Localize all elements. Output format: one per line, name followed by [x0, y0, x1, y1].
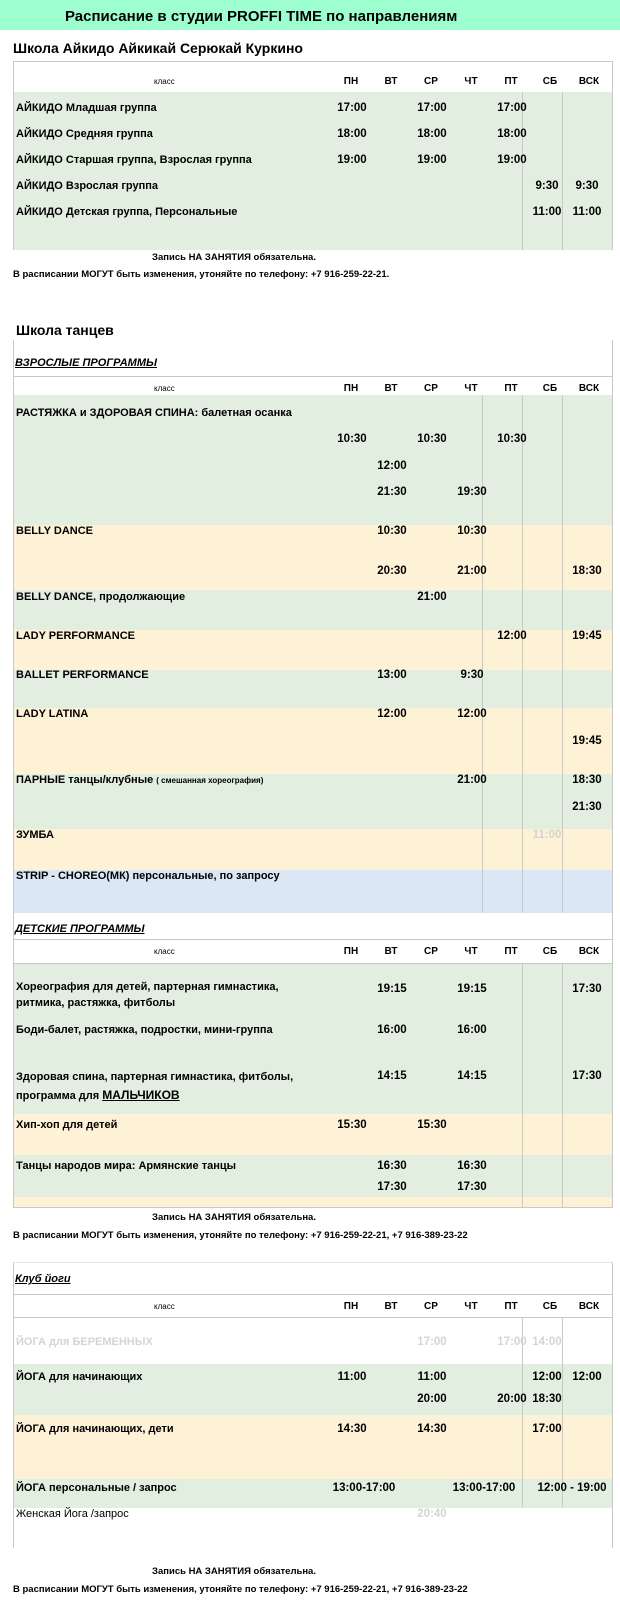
aikido-note-phone: В расписании МОГУТ быть изменения, утоняйте по телефону: +7 916-259-22-21.: [13, 269, 390, 280]
time-cell: 11:00: [417, 1371, 447, 1383]
time-cell: 14:30: [417, 1423, 447, 1435]
time-cell: 15:30: [337, 1119, 367, 1131]
label-kids-spine-2: [16, 1088, 180, 1102]
header-tue: ВТ: [384, 76, 398, 87]
time-cell: 15:30: [417, 1119, 447, 1131]
aikido-row-middle: АЙКИДО Средняя группа: [16, 128, 153, 140]
label-kids-body: Боди-балет, растяжка, подростки, мини-группа: [16, 1024, 273, 1036]
dance-note-phone: В расписании МОГУТ быть изменения, утоняйте по телефону: +7 916-259-22-21, +7 916-389-23-22: [13, 1230, 468, 1241]
header-thu: ЧТ: [464, 383, 478, 394]
time-cell: 19:15: [457, 983, 487, 995]
adult-programs-title: ВЗРОСЛЫЕ ПРОГРАММЫ: [15, 357, 157, 369]
aikido-header-row: [14, 70, 612, 92]
label-kids-choreo-2: ритмика, растяжка, фитболы: [16, 997, 176, 1009]
time-cell: 14:30: [337, 1423, 367, 1435]
time-cell: 12:00: [457, 708, 487, 720]
label-stretch: РАСТЯЖКА и ЗДОРОВАЯ СПИНА: балетная осанка: [16, 407, 292, 419]
header-sat: СБ: [542, 76, 558, 87]
time-cell: 17:30: [457, 1181, 487, 1193]
header-thu: ЧТ: [464, 946, 478, 957]
header-mon: ПН: [343, 946, 359, 957]
time-cell: 10:30: [377, 525, 407, 537]
aikido-title: Школа Айкидо Айкикай Серюкай Куркино: [13, 40, 303, 56]
header-wed: СР: [424, 946, 438, 957]
label-kids-boys: МАЛЬЧИКОВ: [102, 1088, 180, 1102]
time-cell: 16:30: [457, 1160, 487, 1172]
header-mon: ПН: [343, 1301, 359, 1312]
header-mon: ПН: [343, 383, 359, 394]
label-pair: [16, 774, 263, 786]
time-cell: 18:30: [572, 565, 602, 577]
header-sun: ВСК: [578, 383, 600, 394]
time-cell: 11:00: [532, 829, 562, 841]
time-cell: 12:00: [497, 630, 527, 642]
header-fri: ПТ: [504, 76, 518, 87]
time-cell: 17:00: [417, 1336, 447, 1348]
dance-adult-table: [13, 340, 613, 913]
header-tue: ВТ: [384, 1301, 398, 1312]
time-cell: 18:00: [417, 128, 447, 140]
label-belly: BELLY DANCE: [16, 525, 94, 537]
yoga-note-booking: Запись НА ЗАНЯТИЯ обязательна.: [152, 1566, 316, 1577]
label-yoga-kids: ЙОГА для начинающих, дети: [16, 1423, 174, 1435]
header-tue: ВТ: [384, 946, 398, 957]
aikido-row-senior: АЙКИДО Старшая группа, Взрослая группа: [16, 154, 252, 166]
yoga-title: Клуб йоги: [15, 1273, 71, 1285]
header-wed: СР: [424, 383, 438, 394]
header-thu: ЧТ: [464, 1301, 478, 1312]
header-class: класс: [154, 384, 175, 393]
aikido-row-kids: АЙКИДО Детская группа, Персональные: [16, 206, 238, 218]
label-pair-note: ( смешанная хореография): [156, 776, 264, 785]
time-cell: 16:00: [377, 1024, 407, 1036]
dance-title: Школа танцев: [16, 322, 114, 338]
time-cell: 11:00: [572, 206, 602, 218]
time-cell: 14:00: [532, 1336, 562, 1348]
yoga-note-phone: В расписании МОГУТ быть изменения, утоняйте по телефону: +7 916-259-22-21, +7 916-389-23-22: [13, 1584, 468, 1595]
time-cell: 12:00 - 19:00: [537, 1482, 607, 1494]
label-strip: STRIP - CHOREO(МК) персональные, по запросу: [16, 870, 280, 882]
time-cell: 17:00: [532, 1423, 562, 1435]
time-cell: 20:40: [417, 1508, 447, 1520]
label-kids-spine-1: Здоровая спина, партерная гимнастика, фитболы,: [16, 1071, 294, 1083]
header-tue: ВТ: [384, 383, 398, 394]
time-cell: 14:15: [457, 1070, 487, 1082]
label-yoga-beginners: ЙОГА для начинающих: [16, 1371, 143, 1383]
time-cell: 9:30: [575, 180, 599, 192]
page-title: Расписание в студии PROFFI TIME по направлениям: [65, 8, 458, 25]
label-kids-hiphop: Хип-хоп для детей: [16, 1119, 118, 1131]
time-cell: 18:00: [497, 128, 527, 140]
aikido-note-booking: Запись НА ЗАНЯТИЯ обязательна.: [152, 252, 316, 263]
time-cell: 17:00: [417, 102, 447, 114]
time-cell: 21:30: [572, 801, 602, 813]
time-cell: 12:00: [377, 708, 407, 720]
time-cell: 17:30: [572, 983, 602, 995]
label-kids-spine-2-text: программа для: [16, 1090, 103, 1102]
header-sat: СБ: [542, 946, 558, 957]
time-cell: 10:30: [457, 525, 487, 537]
kids-programs-title: ДЕТСКИЕ ПРОГРАММЫ: [15, 923, 145, 935]
yoga-header-row: [14, 1294, 612, 1316]
label-ballet: BALLET PERFORMANCE: [16, 669, 149, 681]
label-latina: LADY LATINA: [16, 708, 89, 720]
header-sun: ВСК: [578, 1301, 600, 1312]
dance-note-booking: Запись НА ЗАНЯТИЯ обязательна.: [152, 1212, 316, 1223]
header-mon: ПН: [343, 76, 359, 87]
header-wed: СР: [424, 76, 438, 87]
time-cell: 11:00: [337, 1371, 367, 1383]
time-cell: 13:00-17:00: [452, 1482, 516, 1494]
header-class: класс: [154, 1302, 175, 1311]
time-cell: 9:30: [535, 180, 559, 192]
time-cell: 19:00: [417, 154, 447, 166]
label-kids-choreo-1: Хореография для детей, партерная гимнастика,: [16, 981, 279, 993]
label-yoga-pregnant: ЙОГА для БЕРЕМЕННЫХ: [16, 1336, 153, 1348]
kids-header-row: [14, 939, 612, 961]
label-yoga-women: Женская Йога /запрос: [16, 1508, 129, 1520]
time-cell: 13:00: [377, 669, 407, 681]
time-cell: 19:15: [377, 983, 407, 995]
time-cell: 9:30: [460, 669, 484, 681]
header-fri: ПТ: [504, 383, 518, 394]
aikido-table: [13, 61, 613, 250]
label-pair-text: ПАРНЫЕ танцы/клубные: [16, 774, 154, 786]
aikido-row-junior: АЙКИДО Младшая группа: [16, 102, 157, 114]
header-sun: ВСК: [578, 76, 600, 87]
header-thu: ЧТ: [464, 76, 478, 87]
label-yoga-personal: ЙОГА персональные / запрос: [16, 1482, 177, 1494]
time-cell: 19:45: [572, 630, 602, 642]
time-cell: 21:30: [377, 486, 407, 498]
title-banner: [0, 0, 620, 30]
time-cell: 11:00: [532, 206, 562, 218]
yoga-table: [13, 1262, 613, 1548]
time-cell: 21:00: [417, 591, 447, 603]
time-cell: 21:00: [457, 774, 487, 786]
time-cell: 18:00: [337, 128, 367, 140]
header-sun: ВСК: [578, 946, 600, 957]
time-cell: 10:30: [337, 433, 367, 445]
dance-kids-table: [13, 913, 613, 1208]
time-cell: 12:00: [532, 1371, 562, 1383]
time-cell: 16:30: [377, 1160, 407, 1172]
time-cell: 12:00: [377, 460, 407, 472]
aikido-row-adult: АЙКИДО Взрослая группа: [16, 180, 159, 192]
time-cell: 18:30: [532, 1393, 562, 1405]
header-sat: СБ: [542, 1301, 558, 1312]
label-kids-folk: Танцы народов мира: Армянские танцы: [16, 1160, 237, 1172]
time-cell: 19:00: [337, 154, 367, 166]
time-cell: 17:00: [337, 102, 367, 114]
time-cell: 19:30: [457, 486, 487, 498]
time-cell: 13:00-17:00: [332, 1482, 396, 1494]
time-cell: 19:45: [572, 735, 602, 747]
label-zumba: ЗУМБА: [16, 829, 54, 841]
header-fri: ПТ: [504, 1301, 518, 1312]
time-cell: 10:30: [417, 433, 447, 445]
header-fri: ПТ: [504, 946, 518, 957]
time-cell: 17:30: [377, 1181, 407, 1193]
time-cell: 21:00: [457, 565, 487, 577]
time-cell: 12:00: [572, 1371, 602, 1383]
label-belly-cont: BELLY DANCE, продолжающие: [16, 591, 186, 603]
time-cell: 18:30: [572, 774, 602, 786]
time-cell: 17:00: [497, 1336, 527, 1348]
time-cell: 17:30: [572, 1070, 602, 1082]
time-cell: 10:30: [497, 433, 527, 445]
header-sat: СБ: [542, 383, 558, 394]
time-cell: 20:00: [417, 1393, 447, 1405]
time-cell: 20:00: [497, 1393, 527, 1405]
header-class: класс: [154, 947, 175, 956]
label-lady-perf: LADY PERFORMANCE: [16, 630, 135, 642]
time-cell: 20:30: [377, 565, 407, 577]
header-wed: СР: [424, 1301, 438, 1312]
time-cell: 19:00: [497, 154, 527, 166]
time-cell: 17:00: [497, 102, 527, 114]
time-cell: 14:15: [377, 1070, 407, 1082]
header-class: класс: [154, 77, 175, 86]
time-cell: 16:00: [457, 1024, 487, 1036]
